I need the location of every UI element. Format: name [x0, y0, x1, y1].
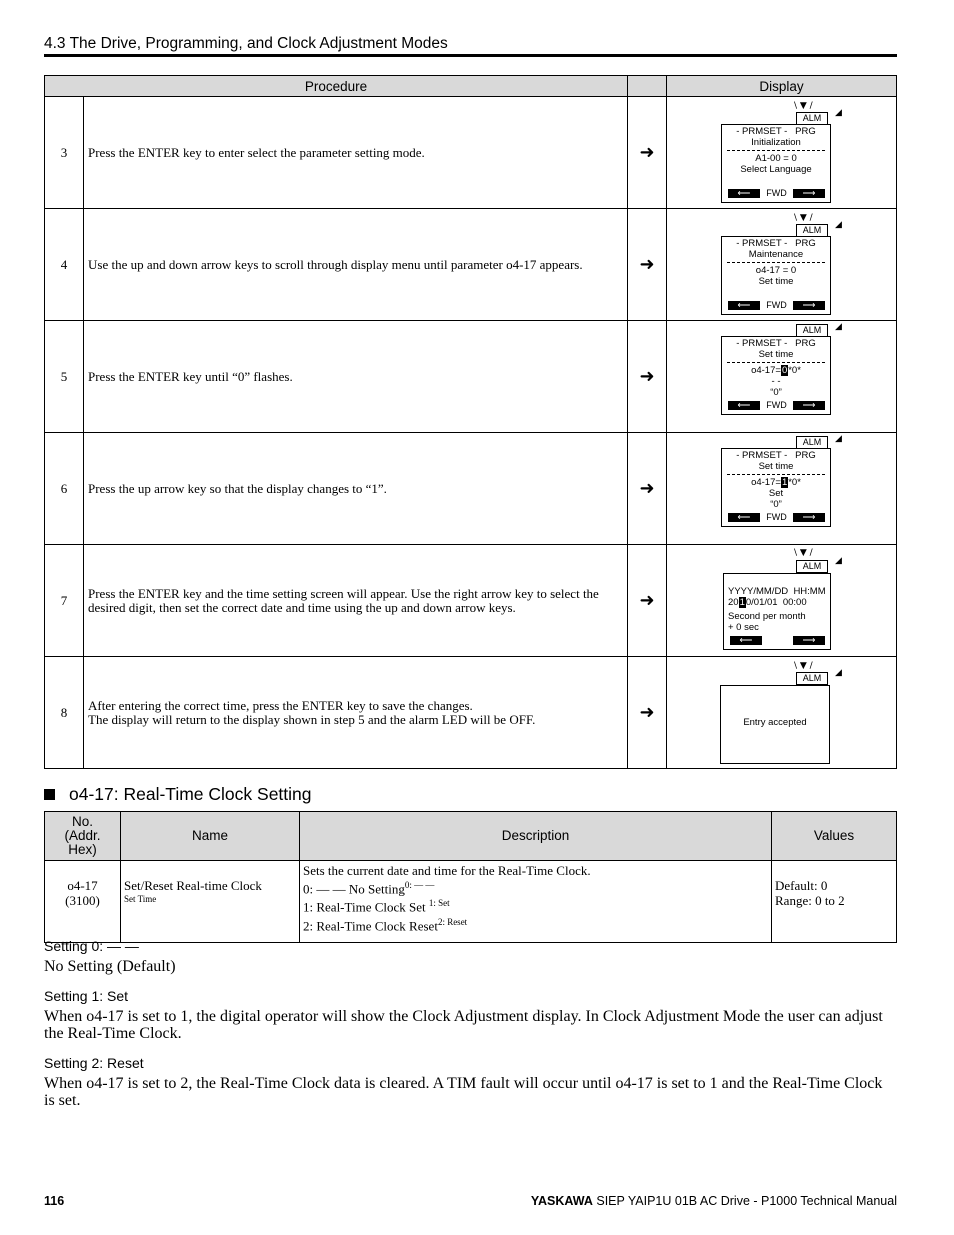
- fwd-label: FWD: [766, 187, 787, 198]
- operator-display-cell: [667, 321, 897, 433]
- lcd-line: “0”: [770, 387, 782, 398]
- lcd-divider: [727, 474, 825, 475]
- operator-display-cell: [667, 433, 897, 545]
- left-arrow-icon: ⟵: [730, 636, 762, 645]
- right-arrow-icon: ➜: [628, 433, 667, 545]
- lcd-line: “0”: [770, 499, 782, 510]
- step-number: 4: [45, 209, 84, 321]
- step-text: Press the ENTER key and the time setting screen will appear. Use the right arrow key to select the desired digit, then set the correct date and time using the up and down arrow keys.: [84, 545, 628, 657]
- lcd-line: Maintenance: [748, 249, 804, 260]
- alm-indicator: ALM: [796, 560, 828, 573]
- lcd-softkeys: [728, 400, 825, 410]
- step-number: 5: [45, 321, 84, 433]
- right-arrow-icon: ➜: [628, 321, 667, 433]
- setting-0-text: No Setting (Default): [44, 958, 176, 975]
- right-arrow-icon: ➜: [628, 545, 667, 657]
- lcd-line: Set: [768, 488, 784, 499]
- lcd-line: o4-17 = 0: [755, 265, 797, 276]
- lcd-line: o4-17=1*0*: [751, 477, 801, 488]
- lcd-line: 2010/01/01 00:00: [728, 597, 807, 608]
- step-text: Use the up and down arrow keys to scroll through display menu until parameter o4-17 appears.: [84, 209, 628, 321]
- lcd-line: o4-17=0*0*: [751, 365, 801, 376]
- step-text: After entering the correct time, press the ENTER key to save the changes. The display will return to the display shown in step 5 and the alarm LED will be OFF.: [84, 657, 628, 769]
- flash-indicator-icon: \ ▼ /: [794, 101, 813, 111]
- param-number: o4-17 (3100): [45, 861, 121, 943]
- lcd-line: - PRMSET - PRG: [736, 338, 816, 349]
- lcd-line: Select Language: [740, 164, 812, 175]
- fwd-label: FWD: [766, 399, 787, 410]
- lcd-line: Second per month: [728, 611, 806, 622]
- lcd-line: Set time: [758, 349, 794, 360]
- setting-2-text: When o4-17 is set to 2, the Real-Time Clock data is cleared. A TIM fault will occur until o4-17 is set to 1 and the Real-Time Clock is set.: [44, 1075, 883, 1109]
- table-row: [45, 209, 897, 321]
- left-arrow-icon: ⟵: [728, 189, 760, 198]
- step-number: 6: [45, 433, 84, 545]
- right-arrow-icon: ⟶: [793, 636, 825, 645]
- right-arrow-icon: ➜: [628, 209, 667, 321]
- page-header-title: 4.3 The Drive, Programming, and Clock Adjustment Modes: [44, 35, 448, 52]
- alm-indicator: ALM: [796, 324, 828, 337]
- param-values: Default: 0 Range: 0 to 2: [772, 861, 897, 943]
- column-header-name: Name: [121, 812, 300, 861]
- cursor-digit: 1: [781, 477, 788, 488]
- procedure-column-header: Procedure: [45, 76, 628, 97]
- lcd-divider: [727, 362, 825, 363]
- flash-indicator-icon: ◢: [835, 108, 842, 118]
- lcd-line: - PRMSET - PRG: [736, 450, 816, 461]
- left-arrow-icon: ⟵: [728, 401, 760, 410]
- footer-manual-title: YASKAWA SIEP YAIP1U 01B AC Drive - P1000 Technical Manual: [530, 1194, 897, 1208]
- page-number: 116: [44, 1194, 65, 1208]
- step-number: 7: [45, 545, 84, 657]
- left-arrow-icon: ⟵: [728, 301, 760, 310]
- flash-indicator-icon: ◢: [835, 556, 842, 566]
- lcd-divider: [727, 150, 825, 151]
- step-text: Press the up arrow key so that the display changes to “1”.: [84, 433, 628, 545]
- lcd-screen: [721, 236, 831, 315]
- alm-indicator: ALM: [796, 672, 828, 685]
- flash-indicator-icon: \ ▼ /: [794, 548, 813, 558]
- alm-indicator: ALM: [796, 436, 828, 449]
- procedure-table: [44, 75, 897, 769]
- param-description: Sets the current date and time for the Real-Time Clock. 0: — — No Setting$^{0: — —}$ 1: Real-Time Clock Set $^{1: Set}$ 2: Real-Time Clock Reset$^{2: Reset}$: [300, 861, 772, 943]
- step-number: 8: [45, 657, 84, 769]
- lcd-line: A1-00 = 0: [755, 153, 797, 164]
- table-row: [45, 657, 897, 769]
- lcd-screen: [721, 124, 831, 203]
- setting-1-text: When o4-17 is set to 1, the digital operator will show the Clock Adjustment display. In Clock Adjustment Mode the user can adjust the Real-Time Clock.: [44, 1008, 883, 1042]
- lcd-divider: [727, 262, 825, 263]
- procedure-header-row: [45, 76, 897, 97]
- param-name: Set/Reset Real-time Clock Set Time: [121, 861, 300, 943]
- setting-2-title: Setting 2: Reset: [44, 1055, 144, 1071]
- column-header-description: Description: [300, 812, 772, 861]
- alm-indicator: ALM: [796, 224, 828, 237]
- table-row: [45, 433, 897, 545]
- right-arrow-icon: ➜: [628, 97, 667, 209]
- table-row: [45, 861, 897, 943]
- step-text: Press the ENTER key to enter select the parameter setting mode.: [84, 97, 628, 209]
- table-row: [45, 97, 897, 209]
- left-arrow-icon: ⟵: [728, 513, 760, 522]
- operator-display-cell: [667, 97, 897, 209]
- cursor-digit: 0: [781, 365, 788, 376]
- column-header-no: No. (Addr. Hex): [45, 812, 121, 861]
- lcd-screen: [721, 448, 831, 527]
- fwd-label: FWD: [766, 299, 787, 310]
- right-arrow-icon: ⟶: [793, 189, 825, 198]
- operator-display-cell: [667, 545, 897, 657]
- lcd-line: - PRMSET - PRG: [736, 238, 816, 249]
- lcd-line: - PRMSET - PRG: [736, 126, 816, 137]
- lcd-softkeys: [728, 300, 825, 310]
- operator-display-cell: [667, 209, 897, 321]
- flash-indicator-icon: \ ▼ /: [794, 661, 813, 671]
- right-arrow-icon: ⟶: [793, 301, 825, 310]
- flash-indicator-icon: ◢: [835, 220, 842, 230]
- parameter-table: [44, 811, 897, 943]
- section-bullet-icon: [44, 789, 55, 800]
- lcd-softkeys: [728, 188, 825, 198]
- section-title: o4-17: Real-Time Clock Setting: [44, 784, 312, 805]
- step-number: 3: [45, 97, 84, 209]
- lcd-line: Set time: [758, 461, 794, 472]
- table-row: [45, 321, 897, 433]
- header-rule: [44, 54, 897, 57]
- lcd-screen: [721, 336, 831, 415]
- lcd-screen: [723, 573, 831, 650]
- lcd-line: YYYY/MM/DD HH:MM: [728, 586, 826, 597]
- parameter-header-row: [45, 812, 897, 861]
- right-arrow-icon: ⟶: [793, 401, 825, 410]
- flash-indicator-icon: \ ▼ /: [794, 213, 813, 223]
- lcd-line: + 0 sec: [728, 622, 759, 633]
- table-row: [45, 545, 897, 657]
- flash-indicator-icon: ◢: [835, 322, 842, 332]
- alm-indicator: ALM: [796, 112, 828, 125]
- step-text: Press the ENTER key until “0” flashes.: [84, 321, 628, 433]
- lcd-line: Set time: [758, 276, 794, 287]
- flash-indicator-icon: ◢: [835, 434, 842, 444]
- setting-1-title: Setting 1: Set: [44, 988, 129, 1004]
- operator-display-cell: [667, 657, 897, 769]
- column-header-values: Values: [772, 812, 897, 861]
- arrow-column-header: [628, 76, 667, 97]
- lcd-softkeys: [728, 512, 825, 522]
- lcd-line: Initialization: [751, 137, 801, 148]
- cursor-digit: 1: [739, 597, 745, 608]
- lcd-line: Entry accepted: [743, 717, 807, 728]
- lcd-screen: [720, 685, 830, 764]
- display-column-header: Display: [667, 76, 897, 97]
- lcd-line: - -: [771, 376, 781, 387]
- flash-indicator-icon: ◢: [835, 668, 842, 678]
- right-arrow-icon: ➜: [628, 657, 667, 769]
- right-arrow-icon: ⟶: [793, 513, 825, 522]
- fwd-label: FWD: [766, 511, 787, 522]
- setting-0-title: Setting 0: — —: [44, 938, 139, 954]
- lcd-softkeys: [730, 635, 825, 645]
